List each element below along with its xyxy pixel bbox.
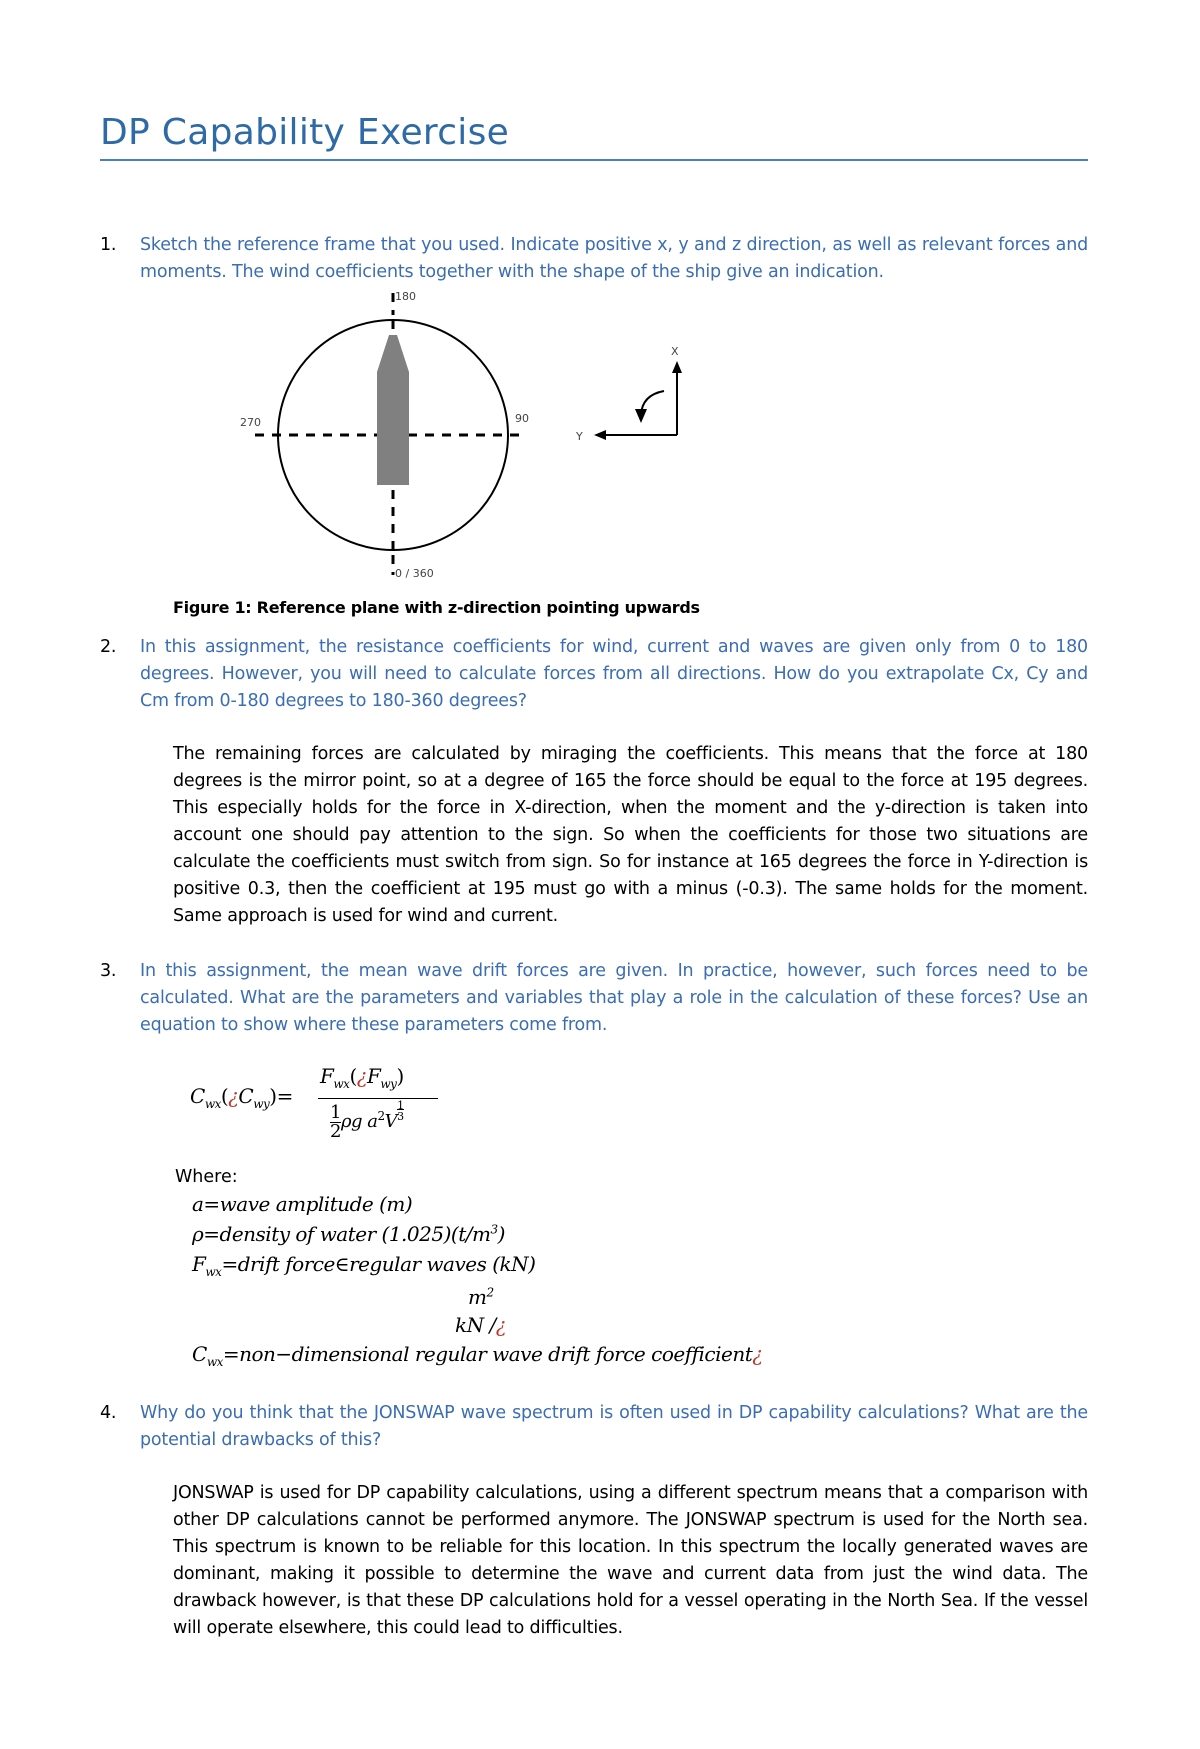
question-2 xyxy=(100,634,1088,715)
definition-coefficient: $C_{wx}=non-dimensional$ regular wave drift force coefficient¿ xyxy=(192,1342,763,1369)
question-number: 1. xyxy=(100,235,117,255)
question-4 xyxy=(100,1400,1088,1454)
question-text: In this assignment, the mean wave drift forces are given. In practice, however, such forces need to be calculated. What are the parameters and variables that play a role in the calculation of these forces? Use an equation to show where these parameters come from. xyxy=(140,961,1088,1035)
question-number: 3. xyxy=(100,961,117,981)
question-text: Sketch the reference frame that you used. Indicate positive x, y and z direction, as well as relevant forces and moments. The wind coefficients together with the shape of the ship give an indication. xyxy=(140,235,1088,282)
label-90: 90 xyxy=(515,412,529,425)
definition-unit-kn: kN /¿ xyxy=(455,1313,506,1337)
label-0-360: 0 / 360 xyxy=(395,567,434,580)
definition-drift-force: $F_{wx}=drift$ force∈regular waves (kN) xyxy=(192,1252,536,1279)
label-180: 180 xyxy=(395,290,416,303)
question-number: 2. xyxy=(100,637,117,657)
x-arrowhead-icon xyxy=(672,361,682,373)
equation-lhs: $C_{wx}(¿C_{wy})=$ xyxy=(190,1084,293,1111)
answer-2: The remaining forces are calculated by miraging the coefficients. This means that the force at 180 degrees is the mirror point, so at a degree of 165 the force should be equal to the force at 195 degrees. This especially holds for the force in X-direction, when the moment and the y-direction is taken into account one should pay attention to the sign. So when the coefficients for those two situations are calculate the coefficients must switch from sign. So for instance at 165 degrees the force in Y-direction is positive 0.3, then the coefficient at 195 must go with a minus (-0.3). The same holds for the moment. Same approach is used for wind and current. xyxy=(173,744,1088,926)
definition-unit-m2: $m^2$ xyxy=(468,1285,494,1309)
question-text: In this assignment, the resistance coefficients for wind, current and waves are given only from 0 to 180 degrees. However, you will need to calculate forces from all directions. How do you extrapolate Cx, Cy and Cm from 0-180 degrees to 180-360 degrees? xyxy=(140,637,1088,711)
page-title: DP Capability Exercise xyxy=(100,112,1088,161)
where-label: Where: xyxy=(175,1167,238,1187)
fraction-bar xyxy=(318,1098,438,1099)
definition-amplitude: a=wave amplitude (m) xyxy=(192,1192,413,1216)
question-number: 4. xyxy=(100,1403,117,1423)
y-arrowhead-icon xyxy=(594,430,606,440)
equation-numerator: $F_{wx}(¿F_{wy})$ xyxy=(320,1064,404,1091)
label-x-axis: X xyxy=(671,345,679,358)
moment-arrowhead-icon xyxy=(635,409,647,423)
label-270: 270 xyxy=(240,416,261,429)
ship-shape xyxy=(377,335,409,485)
definition-density: ρ=density of water $(1.025)(t/m^3)$ xyxy=(192,1222,505,1246)
figure-caption: Figure 1: Reference plane with z-direction pointing upwards xyxy=(173,598,700,617)
answer-4: JONSWAP is used for DP capability calculations, using a different spectrum means that a comparison with other DP calculations cannot be performed anymore. The JONSWAP spectrum is used for the North sea. This spectrum is known to be reliable for this location. In this spectrum the locally generated waves are dominant, making it possible to determine the wave and current data from just the wind data. The drawback however, is that these DP calculations hold for a vessel operating in the North Sea. If the vessel will operate elsewhere, this could lead to difficulties. xyxy=(173,1483,1088,1638)
reference-frame-figure xyxy=(225,285,705,585)
equation-denominator: 1 2ρg $a^2V^{1 3}$ xyxy=(330,1099,404,1142)
question-3 xyxy=(100,958,1088,1039)
label-y-axis: Y xyxy=(576,430,583,443)
question-text: Why do you think that the JONSWAP wave spectrum is often used in DP capability calculations? What are the potential drawbacks of this? xyxy=(140,1403,1088,1450)
question-1 xyxy=(100,232,1088,286)
